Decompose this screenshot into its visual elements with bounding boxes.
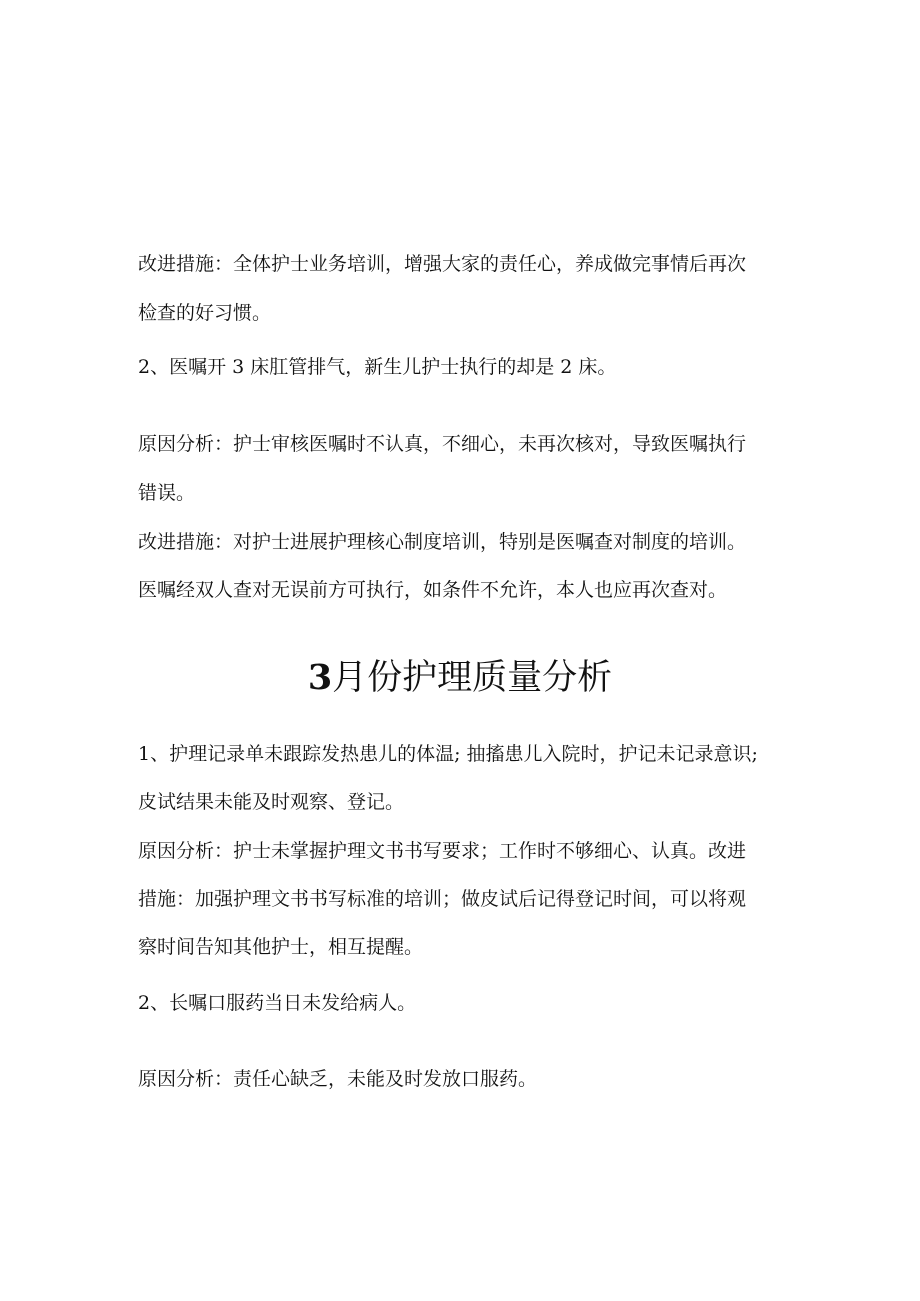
issue-item-2b: 2、长嘱口服药当日未发给病人。: [138, 992, 417, 1014]
cause-analysis-3-line-1: 原因分析：护士未掌握护理文书书写要求；工作时不够细心、认真。改进: [138, 840, 747, 862]
issue-item-2: 2、医嘱开 3 床肛管排气，新生儿护士执行的却是 2 床。: [138, 356, 617, 378]
improvement-measure-2-line-1: 改进措施：对护士进展护理核心制度培训，特别是医嘱查对制度的培训。: [138, 531, 747, 553]
cause-analysis-2-line-1: 原因分析：护士审核医嘱时不认真，不细心，未再次核对，导致医嘱执行: [138, 433, 747, 455]
section-heading: [0, 656, 920, 700]
issue-item-1-line-2: 皮试结果未能及时观察、登记。: [138, 791, 405, 813]
issue-item-1-line-1: 1、护理记录单未跟踪发热患儿的体温; 抽搐患儿入院时，护记未记录意识;: [138, 743, 758, 765]
heading-title: 月份护理质量分析: [332, 658, 613, 698]
improvement-measure-1-line-1: 改进措施：全体护士业务培训，增强大家的责任心，养成做完事情后再次: [138, 253, 747, 275]
improvement-measure-2-line-2: 医嘱经双人查对无误前方可执行，如条件不允许，本人也应再次查对。: [138, 579, 728, 601]
heading-month-number: 3: [307, 657, 333, 698]
cause-analysis-4-line-1: 原因分析：责任心缺乏，未能及时发放口服药。: [138, 1068, 538, 1090]
cause-analysis-2-line-2: 错误。: [138, 482, 196, 504]
cause-analysis-3-line-3: 察时间告知其他护士，相互提醒。: [138, 936, 424, 958]
improvement-measure-1-line-2: 检查的好习惯。: [138, 302, 272, 324]
cause-analysis-3-line-2: 措施：加强护理文书书写标准的培训；做皮试后记得登记时间，可以将观: [138, 888, 747, 910]
